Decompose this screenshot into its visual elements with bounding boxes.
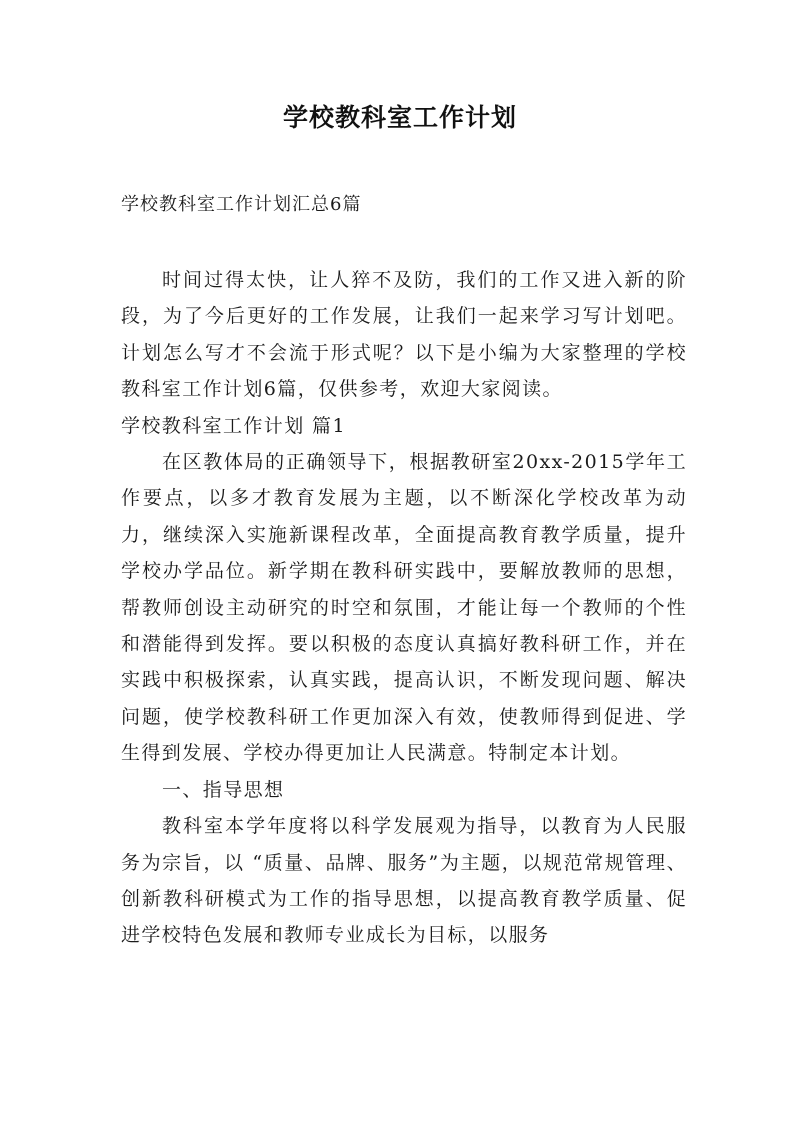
- section-heading: 一、指导思想: [162, 778, 285, 801]
- section-title: 学校教科室工作计划 篇1: [121, 414, 346, 437]
- document-title: 学校教科室工作计划: [282, 103, 517, 132]
- document-subtitle: 学校教科室工作计划汇总6篇: [121, 194, 362, 215]
- document-body: [121, 262, 687, 954]
- body-paragraph: 教科室本学年度将以科学发展观为指导，以教育为人民服务为宗旨，以 “质量、品牌、服务”为主题，以规范常规管理、创新教科研模式为工作的指导思想，以提高教育教学质量、促进学校特色发展和教师专业成长为目标，以服务: [121, 815, 687, 947]
- body-paragraph: 在区教体局的正确领导下，根据教研室20xx-2015学年工作要点，以多才教育发展为主题，以不断深化学校改革为动力，继续深入实施新课程改革，全面提高教育教学质量，提升学校办学品位。新学期在教科研实践中，要解放教师的思想，帮教师创设主动研究的时空和氛围，才能让每一个教师的个性和潜能得到发挥。要以积极的态度认真搞好教科研工作，并在实践中积极探索，认真实践，提高认识，不断发现问题、解决问题，使学校教科研工作更加深入有效，使教师得到促进、学生得到发展、学校办得更加让人民满意。特制定本计划。: [121, 451, 687, 765]
- intro-paragraph: 时间过得太快，让人猝不及防，我们的工作又进入新的阶段，为了今后更好的工作发展，让我们一起来学习写计划吧。计划怎么写才不会流于形式呢？以下是小编为大家整理的学校教科室工作计划6篇，仅供参考，欢迎大家阅读。: [121, 269, 687, 401]
